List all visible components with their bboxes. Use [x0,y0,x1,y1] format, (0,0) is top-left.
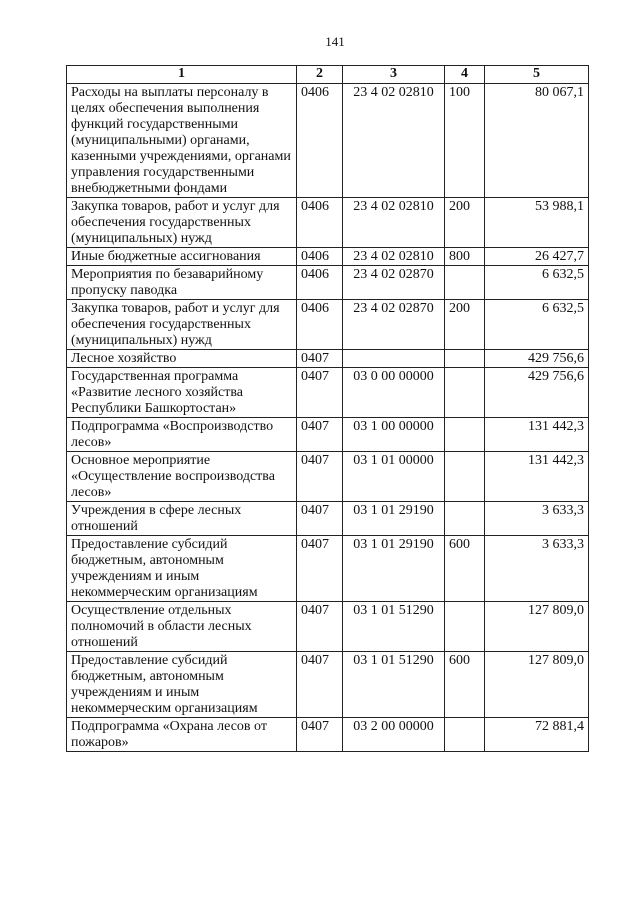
row-section: 0407 [297,418,343,452]
row-name: Основное мероприятие «Осуществление воспроизводства лесов» [67,452,297,502]
row-kind: 100 [445,84,485,198]
table-row [67,718,589,752]
row-section: 0407 [297,602,343,652]
row-section: 0406 [297,248,343,266]
row-section: 0406 [297,266,343,300]
row-amount: 53 988,1 [485,198,589,248]
column-header-amount: 5 [485,66,589,84]
table-row [67,418,589,452]
row-name: Подпрограмма «Охрана лесов от пожаров» [67,718,297,752]
row-kind [445,502,485,536]
row-kind: 600 [445,536,485,602]
row-section: 0407 [297,350,343,368]
column-header-section: 2 [297,66,343,84]
row-target: 23 4 02 02810 [343,248,445,266]
row-name: Иные бюджетные ассигнования [67,248,297,266]
row-section: 0407 [297,652,343,718]
row-name: Закупка товаров, работ и услуг для обеспечения государственных (муниципальных) нужд [67,198,297,248]
row-section: 0407 [297,452,343,502]
row-amount: 127 809,0 [485,652,589,718]
table-row [67,248,589,266]
row-name: Подпрограмма «Воспроизводство лесов» [67,418,297,452]
budget-table [66,65,589,752]
row-target: 23 4 02 02870 [343,300,445,350]
table-row [67,602,589,652]
row-name: Учреждения в сфере лесных отношений [67,502,297,536]
table-row [67,300,589,350]
row-amount: 131 442,3 [485,452,589,502]
row-name: Осуществление отдельных полномочий в области лесных отношений [67,602,297,652]
row-section: 0406 [297,300,343,350]
row-kind [445,368,485,418]
row-target: 03 1 01 00000 [343,452,445,502]
row-name: Предоставление субсидий бюджетным, автономным учреждениям и иным некоммерческим организациям [67,652,297,718]
row-kind [445,602,485,652]
table-row [67,652,589,718]
table-row [67,368,589,418]
row-target [343,350,445,368]
row-name: Мероприятия по безаварийному пропуску паводка [67,266,297,300]
row-target: 03 1 00 00000 [343,418,445,452]
row-name: Расходы на выплаты персоналу в целях обеспечения выполнения функций государственными (муниципальными) органами, казенными учреждениями, органами управления государственными внебюджетными фондами [67,84,297,198]
row-kind: 200 [445,198,485,248]
row-amount: 429 756,6 [485,368,589,418]
row-section: 0406 [297,84,343,198]
row-target: 03 1 01 29190 [343,502,445,536]
row-target: 23 4 02 02810 [343,198,445,248]
row-target: 03 1 01 29190 [343,536,445,602]
row-name: Закупка товаров, работ и услуг для обеспечения государственных (муниципальных) нужд [67,300,297,350]
row-kind [445,452,485,502]
row-section: 0407 [297,536,343,602]
row-target: 03 2 00 00000 [343,718,445,752]
row-amount: 26 427,7 [485,248,589,266]
row-amount: 72 881,4 [485,718,589,752]
row-kind [445,418,485,452]
column-header-target: 3 [343,66,445,84]
row-section: 0407 [297,718,343,752]
row-kind: 200 [445,300,485,350]
row-amount: 131 442,3 [485,418,589,452]
table-row [67,502,589,536]
row-amount: 6 632,5 [485,266,589,300]
table-row [67,266,589,300]
table-header-row [67,66,589,84]
row-target: 23 4 02 02810 [343,84,445,198]
page-number: 141 [325,34,345,49]
table-row [67,452,589,502]
row-amount: 6 632,5 [485,300,589,350]
row-target: 23 4 02 02870 [343,266,445,300]
row-name: Предоставление субсидий бюджетным, автономным учреждениям и иным некоммерческим организациям [67,536,297,602]
row-kind [445,266,485,300]
table-row [67,84,589,198]
row-name: Лесное хозяйство [67,350,297,368]
row-name: Государственная программа «Развитие лесного хозяйства Республики Башкортостан» [67,368,297,418]
table-row [67,536,589,602]
row-kind: 600 [445,652,485,718]
row-amount: 3 633,3 [485,502,589,536]
row-target: 03 0 00 00000 [343,368,445,418]
row-amount: 127 809,0 [485,602,589,652]
row-kind [445,718,485,752]
table-row [67,198,589,248]
column-header-kind: 4 [445,66,485,84]
column-header-name: 1 [67,66,297,84]
row-amount: 80 067,1 [485,84,589,198]
row-kind [445,350,485,368]
row-section: 0407 [297,502,343,536]
row-amount: 3 633,3 [485,536,589,602]
row-target: 03 1 01 51290 [343,652,445,718]
row-amount: 429 756,6 [485,350,589,368]
row-target: 03 1 01 51290 [343,602,445,652]
table-row [67,350,589,368]
row-kind: 800 [445,248,485,266]
row-section: 0407 [297,368,343,418]
row-section: 0406 [297,198,343,248]
